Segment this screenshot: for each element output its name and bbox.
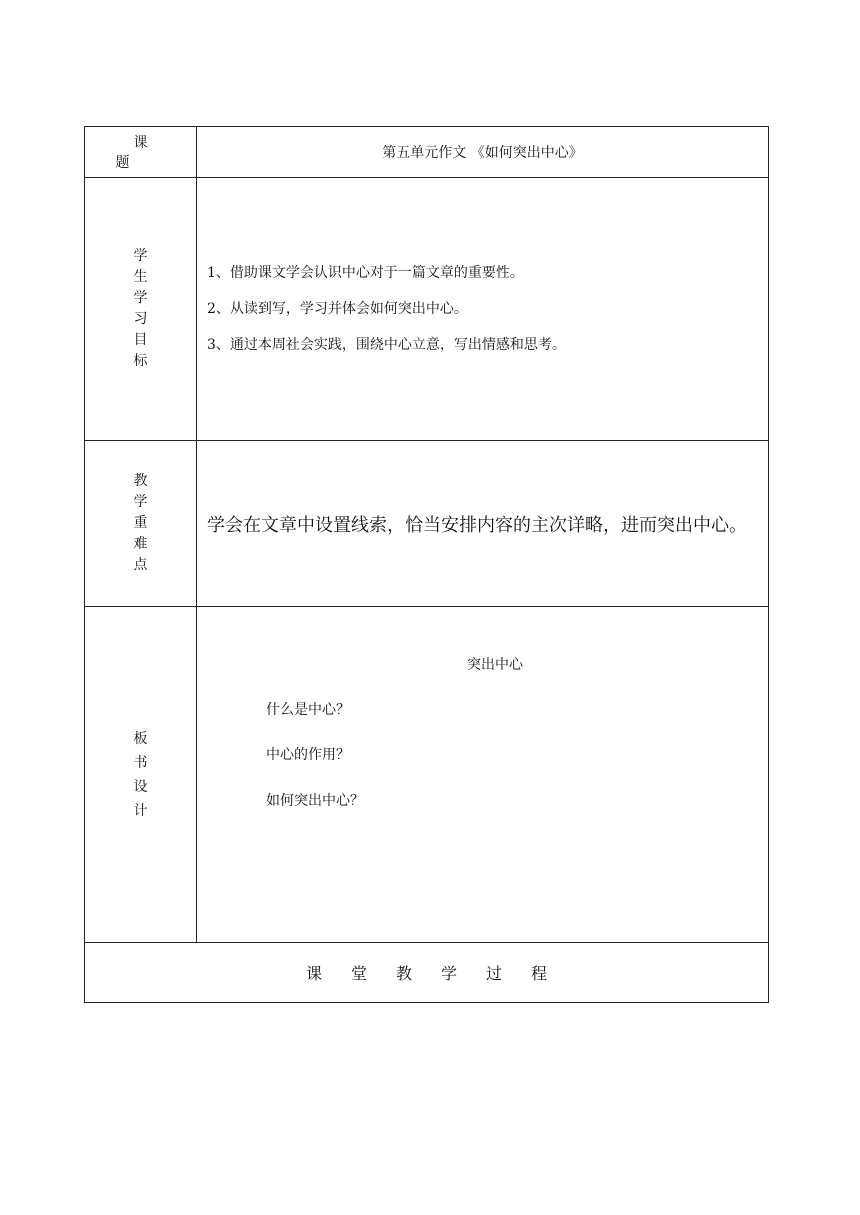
lesson-plan-table	[84, 126, 769, 1003]
topic-row	[85, 127, 769, 178]
difficulty-text: 学会在文章中设置线索，恰当安排内容的主次详略，进而突出中心。	[207, 514, 747, 536]
topic-label: 课题	[115, 135, 184, 171]
board-question: 中心的作用？	[266, 747, 350, 763]
goals-row	[85, 178, 769, 441]
goal-item: 2、从读到写，学习并体会如何突出中心。	[207, 300, 468, 317]
goal-item: 1、借助课文学会认识中心对于一篇文章的重要性。	[207, 264, 524, 281]
board-title: 突出中心	[467, 657, 523, 673]
goal-item: 3、通过本周社会实践，围绕中心立意，写出情感和思考。	[207, 336, 566, 353]
topic-title: 第五单元作文 《如何突出中心》	[382, 145, 583, 161]
board-question: 如何突出中心？	[266, 793, 364, 809]
process-row	[85, 943, 769, 1003]
difficulty-row	[85, 441, 769, 607]
difficulty-label-cell	[85, 441, 197, 607]
difficulty-label: 教学重难点	[133, 473, 148, 573]
topic-label-cell	[85, 127, 197, 178]
process-heading: 课堂教学过程	[305, 964, 576, 983]
difficulty-content-cell	[197, 441, 769, 607]
goals-label-cell	[85, 178, 197, 441]
topic-value-cell	[197, 127, 769, 178]
board-content-cell	[197, 607, 769, 943]
board-label-cell	[85, 607, 197, 943]
process-cell	[85, 943, 769, 1003]
goals-content-cell	[197, 178, 769, 441]
goals-label: 学生学习目标	[133, 248, 148, 369]
board-question: 什么是中心？	[266, 702, 350, 718]
board-row	[85, 607, 769, 943]
board-label: 板书设计	[133, 730, 148, 819]
